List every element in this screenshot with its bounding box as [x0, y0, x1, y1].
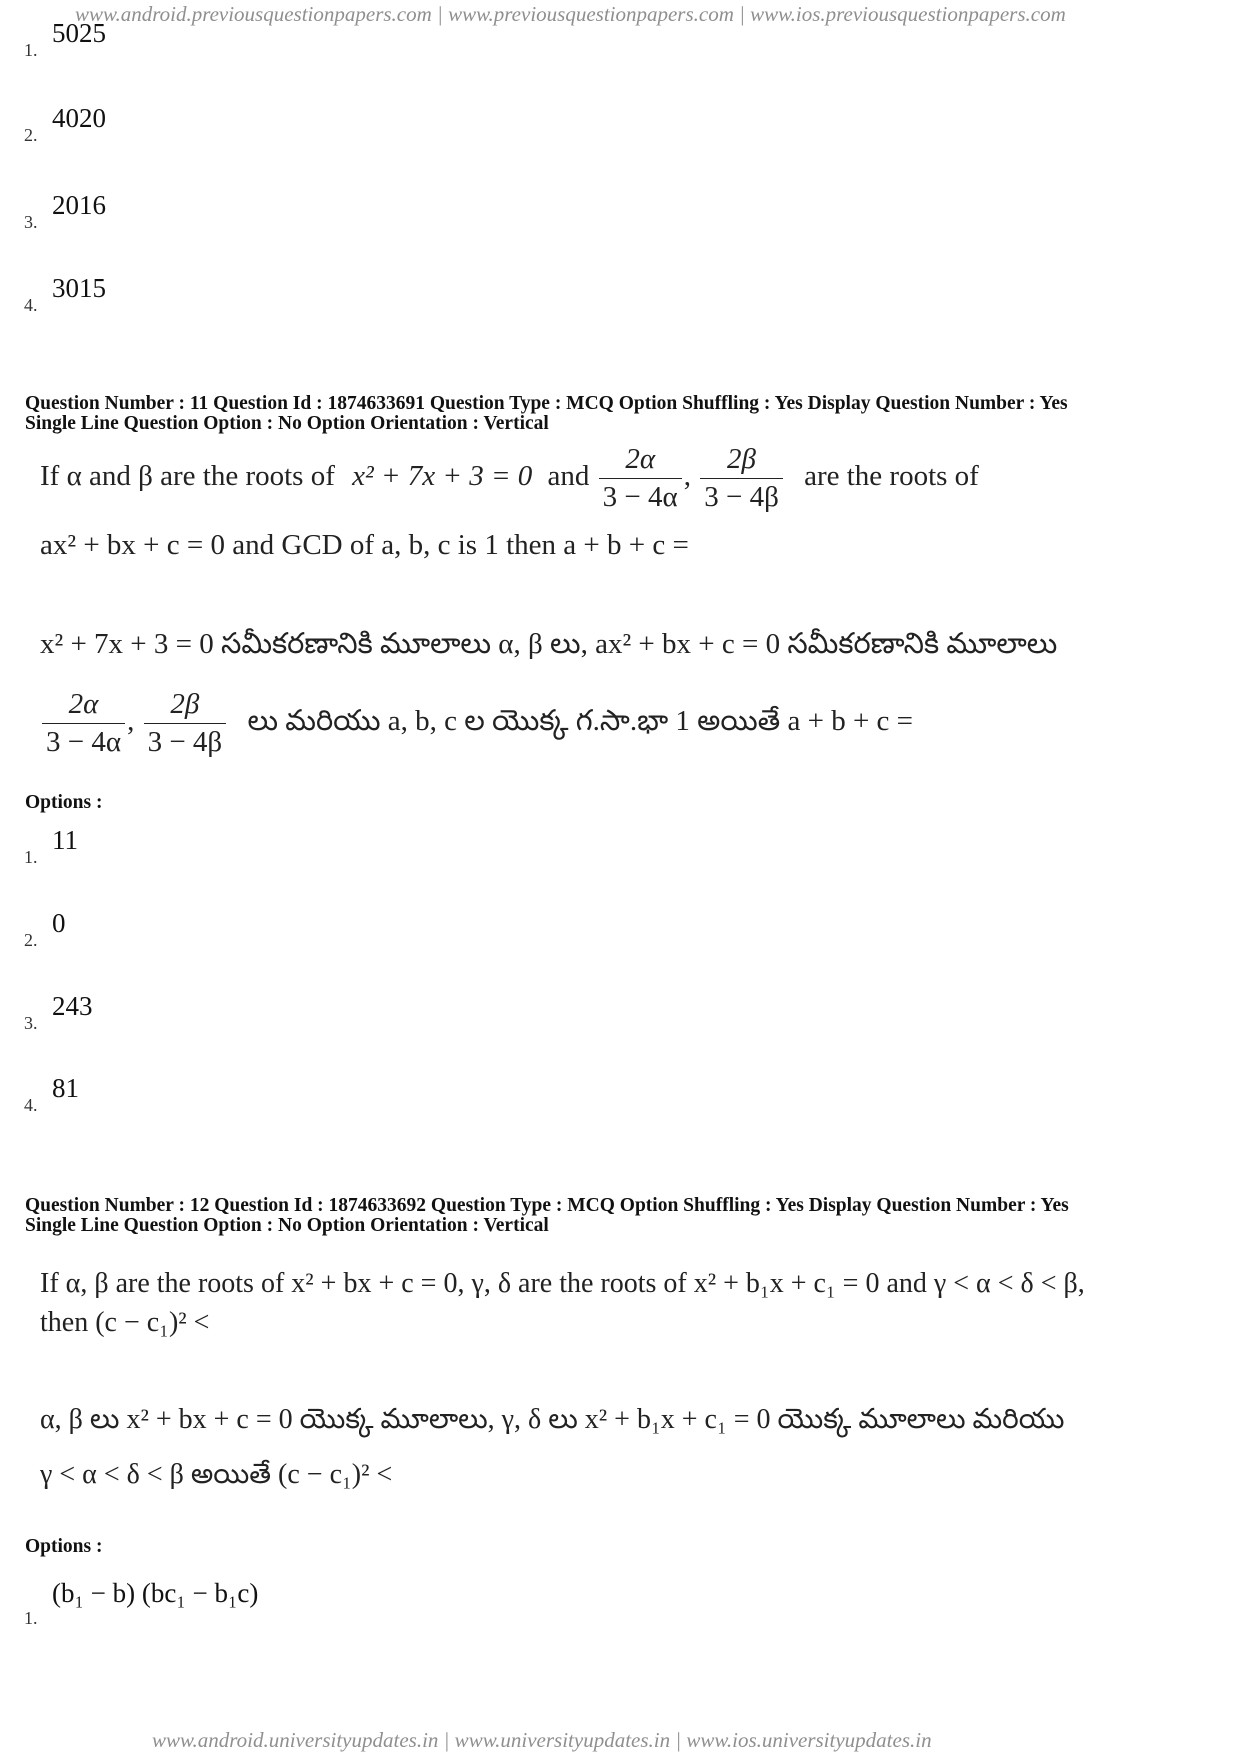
option-value: 81: [52, 1073, 79, 1103]
fraction-numerator: 2α: [599, 443, 682, 479]
q11-equation: x² + 7x + 3 = 0: [352, 460, 533, 493]
fraction-numerator: 2β: [700, 443, 783, 479]
fraction: [700, 443, 783, 514]
option-number: 2.: [24, 125, 38, 145]
q12-telugu-line2: γ < α < δ < β అయితే (c − c₁)² <: [40, 1459, 393, 1490]
fraction: [42, 688, 125, 759]
q11-meta-line2: Single Line Question Option : No Option Orientation : Vertical: [25, 413, 549, 434]
fraction-denominator: 3 − 4β: [147, 726, 223, 758]
option-number: 1.: [24, 847, 38, 867]
fraction: [144, 688, 227, 759]
option-number: 1.: [24, 1608, 38, 1628]
option-number: 3.: [24, 212, 38, 232]
q11-english-line1: If α and β are the roots of x² + 7x + 3 = 0 and $\frac{2\alpha}{3 - 4\alpha}$ , $\frac{2\beta}{3 - 4\beta}$ are the roots of: [40, 443, 979, 513]
fraction: [599, 443, 682, 514]
option-value: 4020: [52, 103, 106, 133]
q12-telugu-line1: α, β లు x² + bx + c = 0 యొక్క మూలాలు, γ, δ లు x² + b₁x + c₁ = 0 యొక్క మూలాలు మరియు: [40, 1404, 1065, 1435]
watermark-top: www.android.previousquestionpapers.com | www.previousquestionpapers.com | www.ios.previousquestionpapers.com: [75, 2, 1066, 26]
q11-telugu-line1: x² + 7x + 3 = 0 సమీకరణానికి మూలాలు α, β లు, ax² + bx + c = 0 సమీకరణానికి మూలాలు: [40, 628, 1058, 660]
option-value: 0: [52, 908, 66, 938]
q11-text-part: are the roots of: [804, 460, 979, 493]
q11-meta-line1: Question Number : 11 Question Id : 1874633691 Question Type : MCQ Option Shuffling : Yes Display Question Number : Yes: [25, 393, 1068, 414]
q11-english-line2: ax² + bx + c = 0 and GCD of a, b, c is 1 then a + b + c =: [40, 529, 689, 561]
option-value: 3015: [52, 273, 106, 303]
q11-and: and: [547, 460, 590, 493]
option-value: 2016: [52, 190, 106, 220]
fraction-numerator: 2α: [42, 688, 125, 724]
fraction-denominator: 3 − 4α: [46, 726, 122, 758]
q12-meta-line2: Single Line Question Option : No Option Orientation : Vertical: [25, 1215, 549, 1236]
option-number: 4.: [24, 295, 38, 315]
fraction-denominator: 3 − 4α: [602, 481, 678, 513]
option-value: 243: [52, 991, 93, 1021]
option-number: 2.: [24, 930, 38, 950]
option-value: (b₁ − b) (bc₁ − b₁c): [52, 1578, 259, 1608]
options-label: Options :: [25, 1536, 103, 1557]
option-value: 11: [52, 825, 78, 855]
q11-telugu-line2: $\frac{2\alpha}{3 - 4\alpha}$ , $\frac{2\beta}{3 - 4\beta}$ లు మరియు a, b, c ల యొక్క గ.సా.భా 1 అయితే a + b + c =: [40, 688, 913, 759]
options-label: Options :: [25, 792, 103, 813]
watermark-bottom: www.android.universityupdates.in | www.universityupdates.in | www.ios.universityupdates.in: [152, 1728, 932, 1752]
option-value: 5025: [52, 18, 106, 48]
q12-meta-line1: Question Number : 12 Question Id : 1874633692 Question Type : MCQ Option Shuffling : Yes Display Question Number : Yes: [25, 1195, 1069, 1216]
fraction-numerator: 2β: [144, 688, 227, 724]
q11-text-part: If α and β are the roots of: [40, 460, 335, 493]
option-number: 1.: [24, 40, 38, 60]
option-number: 3.: [24, 1013, 38, 1033]
q12-english-line2: then (c − c₁)² <: [40, 1307, 210, 1338]
fraction-denominator: 3 − 4β: [704, 481, 779, 513]
option-number: 4.: [24, 1095, 38, 1115]
q11-telugu-text: లు మరియు a, b, c ల యొక్క గ.సా.భా 1 అయితే a + b + c =: [247, 705, 914, 738]
q12-english-line1: If α, β are the roots of x² + bx + c = 0, γ, δ are the roots of x² + b₁x + c₁ = 0 and γ < α < δ < β,: [40, 1268, 1085, 1299]
